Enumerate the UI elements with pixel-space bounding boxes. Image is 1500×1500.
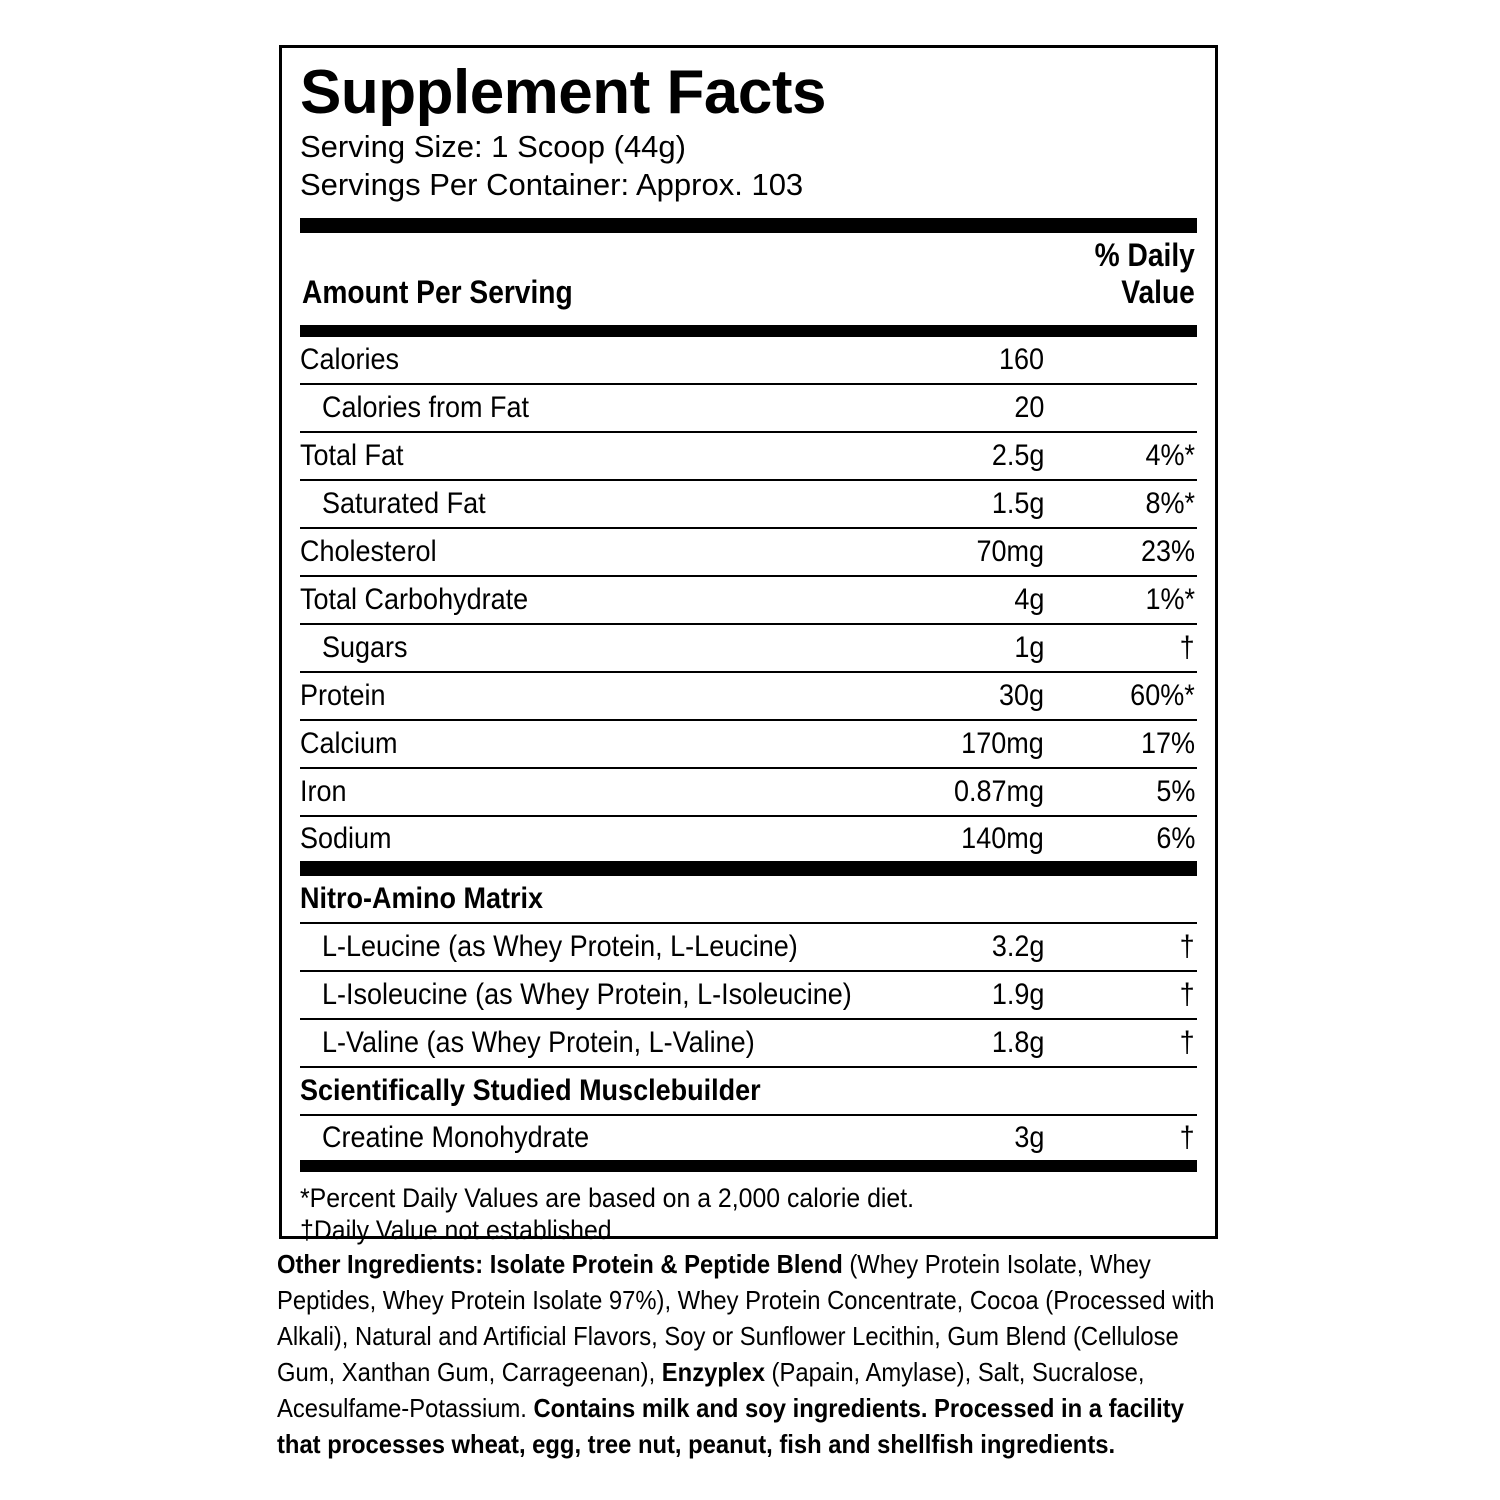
nutrient-name: Total Fat <box>300 439 404 472</box>
nutrient-amount: 30g <box>998 679 1044 712</box>
ingredients-lead: Other Ingredients: Isolate Protein & Peptide Blend <box>277 1249 843 1279</box>
divider-thick <box>300 1160 1197 1172</box>
nutrient-row <box>300 577 1197 625</box>
ingredients-text: Gum, Xanthan Gum, Carrageenan), <box>277 1357 662 1387</box>
blend-title <box>300 876 1197 924</box>
nutrient-name: Calories from Fat <box>322 391 530 424</box>
nutrient-row <box>300 817 1197 861</box>
other-ingredients <box>277 1246 1237 1462</box>
ingredient-daily-value: † <box>1179 1026 1195 1059</box>
blend-title-text: Scientifically Studied Musclebuilder <box>300 1074 761 1107</box>
blend-item-row <box>300 1020 1197 1068</box>
ingredient-amount: 1.9g <box>991 978 1044 1011</box>
ingredients-text: Acesulfame-Potassium. <box>277 1393 534 1423</box>
daily-value-header <box>1095 237 1195 311</box>
nutrient-name: Sodium <box>300 822 392 855</box>
nutrient-row <box>300 721 1197 769</box>
ingredient-amount: 1.8g <box>991 1026 1044 1059</box>
ingredient-name: Creatine Monohydrate <box>322 1121 590 1154</box>
allergen-statement: that processes wheat, egg, tree nut, peanut, fish and shellfish ingredients. <box>277 1429 1116 1459</box>
nutrient-daily-value: 4%* <box>1145 439 1195 472</box>
nutrient-row <box>300 769 1197 817</box>
footnotes <box>300 1182 1197 1246</box>
nutrient-amount: 1.5g <box>991 487 1044 520</box>
servings-per-container: Servings Per Container: Approx. 103 <box>300 167 804 202</box>
nutrient-name: Total Carbohydrate <box>300 583 529 616</box>
blend-title-text: Nitro-Amino Matrix <box>300 882 543 915</box>
ingredients-line: Alkali), Natural and Artificial Flavors, Soy or Sunflower Lecithin, Gum Blend (Cellulose <box>277 1321 1179 1351</box>
footnote-not-established: †Daily Value not established. <box>300 1215 619 1245</box>
divider-thick <box>300 325 1197 337</box>
blend-item-row <box>300 972 1197 1020</box>
ingredient-daily-value: † <box>1179 1121 1195 1154</box>
blend-item-row <box>300 924 1197 972</box>
nutrient-amount: 170mg <box>961 727 1044 760</box>
supplement-facts-panel <box>279 45 1218 1245</box>
nutrient-amount: 160 <box>998 343 1044 376</box>
blend-title <box>300 1068 1197 1116</box>
nutrient-name: Protein <box>300 679 386 712</box>
nutrient-daily-value: 5% <box>1155 775 1195 808</box>
panel-title: Supplement Facts <box>300 58 826 127</box>
nutrient-row <box>300 673 1197 721</box>
divider-thick <box>300 218 1197 233</box>
ingredients-text: (Papain, Amylase), Salt, Sucralose, <box>764 1357 1145 1387</box>
daily-value-header-line1: % Daily <box>1094 237 1195 273</box>
nutrient-amount: 2.5g <box>991 439 1044 472</box>
nutrient-name: Calories <box>300 343 400 376</box>
ingredients-line: Peptides, Whey Protein Isolate 97%), Whey Protein Concentrate, Cocoa (Processed with <box>277 1285 1215 1315</box>
ingredient-amount: 3.2g <box>991 930 1044 963</box>
nutrient-name: Saturated Fat <box>322 487 486 520</box>
blend-item-row <box>300 1116 1197 1160</box>
nutrient-row <box>300 433 1197 481</box>
nutrient-name: Iron <box>300 775 347 808</box>
nutrient-amount: 1g <box>1013 631 1044 664</box>
nutrient-daily-value: 8%* <box>1145 487 1195 520</box>
ingredients-text: (Whey Protein Isolate, Whey <box>842 1249 1151 1279</box>
ingredient-daily-value: † <box>1179 930 1195 963</box>
nutrient-row <box>300 481 1197 529</box>
nutrient-daily-value: † <box>1179 631 1195 664</box>
nutrient-amount: 70mg <box>976 535 1044 568</box>
divider-thick <box>300 861 1197 876</box>
nutrient-name: Sugars <box>322 631 408 664</box>
daily-value-header-line2: Value <box>1121 274 1195 310</box>
nutrient-row <box>300 625 1197 673</box>
amount-per-serving-header: Amount Per Serving <box>302 274 573 310</box>
ingredient-name: L-Valine (as Whey Protein, L-Valine) <box>322 1026 755 1059</box>
enzyplex-label: Enzyplex <box>661 1357 765 1387</box>
serving-size: Serving Size: 1 Scoop (44g) <box>300 129 686 164</box>
nutrient-amount: 4g <box>1013 583 1044 616</box>
nutrient-amount: 140mg <box>961 822 1044 855</box>
nutrient-name: Cholesterol <box>300 535 437 568</box>
nutrient-row <box>300 529 1197 577</box>
nutrient-row <box>300 385 1197 433</box>
ingredient-daily-value: † <box>1179 978 1195 1011</box>
nutrient-daily-value: 23% <box>1140 535 1195 568</box>
ingredient-name: L-Leucine (as Whey Protein, L-Leucine) <box>322 930 798 963</box>
ingredient-amount: 3g <box>1013 1121 1044 1154</box>
ingredients-line <box>277 1246 1155 1282</box>
column-header <box>300 233 1197 325</box>
nutrient-name: Calcium <box>300 727 398 760</box>
footnote-daily-values: *Percent Daily Values are based on a 2,000 calorie diet. <box>300 1183 915 1213</box>
ingredient-name: L-Isoleucine (as Whey Protein, L-Isoleucine) <box>322 978 852 1011</box>
nutrient-amount: 20 <box>1013 391 1044 424</box>
ingredients-line <box>277 1390 1184 1426</box>
nutrient-daily-value: 17% <box>1140 727 1195 760</box>
allergen-statement: Contains milk and soy ingredients. Processed in a facility <box>533 1393 1184 1423</box>
nutrient-amount: 0.87mg <box>953 775 1044 808</box>
ingredients-line <box>277 1354 1155 1390</box>
nutrient-daily-value: 6% <box>1155 822 1195 855</box>
nutrient-daily-value: 60%* <box>1130 679 1195 712</box>
nutrient-row <box>300 337 1197 385</box>
nutrient-daily-value: 1%* <box>1145 583 1195 616</box>
